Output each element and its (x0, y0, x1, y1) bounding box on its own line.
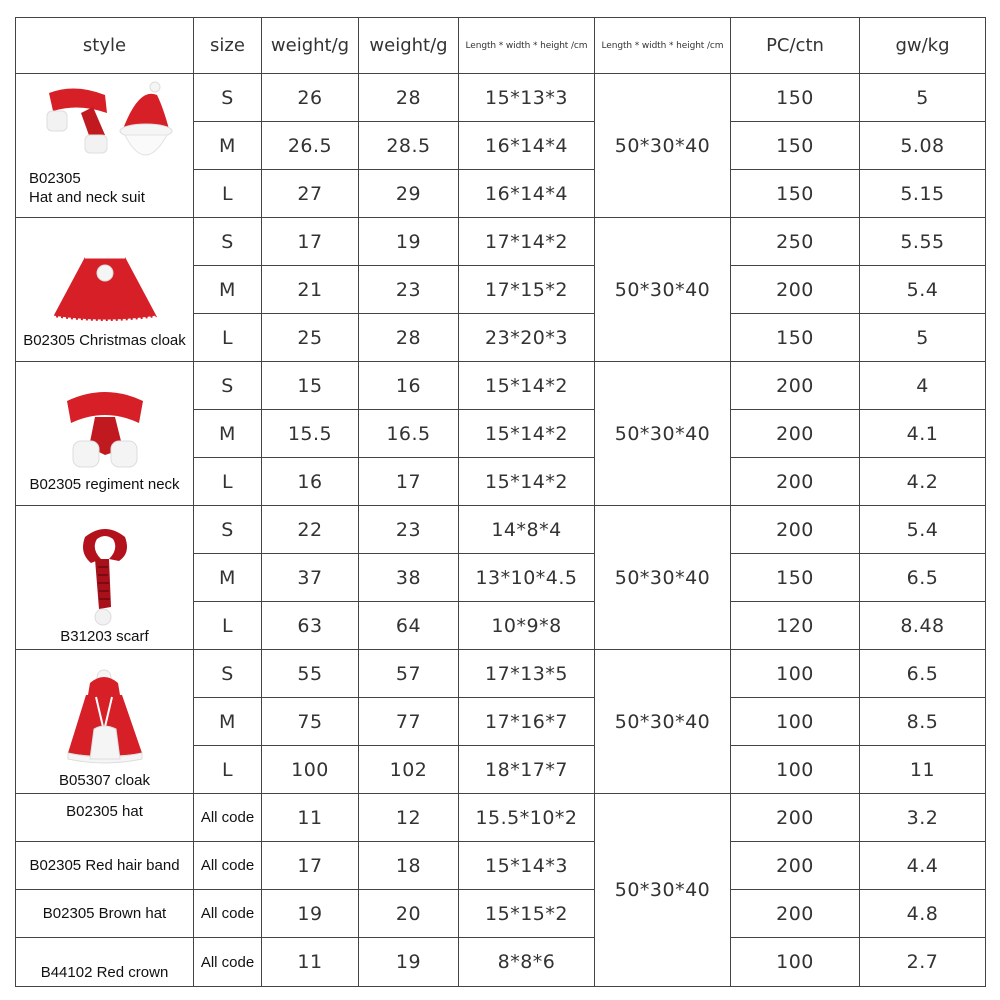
pcs-cell: 150 (731, 554, 860, 602)
gw-cell: 5.08 (860, 122, 986, 170)
size-cell: L (194, 314, 262, 362)
header-carton-dimensions: Length * width * height /cm (595, 18, 731, 74)
product-name: B02305 Christmas cloak (23, 332, 186, 349)
hooded-cloak-icon (60, 667, 150, 771)
gw-cell: 3.2 (860, 794, 986, 842)
gross-weight-cell: 23 (359, 506, 459, 554)
size-cell: M (194, 698, 262, 746)
knit-scarf-icon (65, 523, 145, 627)
header-item-dimensions: Length * width * height /cm (459, 18, 595, 74)
gross-weight-cell: 28.5 (359, 122, 459, 170)
net-weight-cell: 17 (262, 842, 359, 890)
gross-weight-cell: 18 (359, 842, 459, 890)
neck-scarf-icon (55, 383, 155, 475)
pcs-cell: 200 (731, 266, 860, 314)
carton-dims-cell: 50*30*40 (595, 506, 731, 650)
gw-cell: 4 (860, 362, 986, 410)
item-dims-cell: 17*14*2 (459, 218, 595, 266)
table-row (16, 218, 986, 266)
size-cell: All code (194, 842, 262, 890)
gw-cell: 2.7 (860, 938, 986, 987)
size-cell: S (194, 650, 262, 698)
gross-weight-cell: 12 (359, 794, 459, 842)
pcs-cell: 100 (731, 698, 860, 746)
product-style-cell (16, 794, 194, 842)
size-cell: M (194, 554, 262, 602)
header-pcs-per-carton: PC/ctn (731, 18, 860, 74)
net-weight-cell: 21 (262, 266, 359, 314)
product-style-cell (16, 938, 194, 987)
product-style-cell (16, 74, 194, 218)
gw-cell: 8.5 (860, 698, 986, 746)
size-cell: S (194, 506, 262, 554)
hat-and-scarf-icon (35, 77, 175, 169)
net-weight-cell: 15.5 (262, 410, 359, 458)
size-cell: L (194, 602, 262, 650)
christmas-cloak-icon (45, 243, 165, 331)
product-name: B05307 cloak (59, 772, 150, 789)
pcs-cell: 200 (731, 506, 860, 554)
carton-dims-cell: 50*30*40 (595, 74, 731, 218)
product-style-cell (16, 842, 194, 890)
net-weight-cell: 26.5 (262, 122, 359, 170)
size-cell: All code (194, 938, 262, 987)
gw-cell: 11 (860, 746, 986, 794)
pcs-cell: 200 (731, 890, 860, 938)
gw-cell: 5.4 (860, 266, 986, 314)
table-row (16, 794, 986, 842)
net-weight-cell: 16 (262, 458, 359, 506)
item-dims-cell: 15*15*2 (459, 890, 595, 938)
table-row (16, 506, 986, 554)
size-cell: L (194, 458, 262, 506)
gross-weight-cell: 29 (359, 170, 459, 218)
carton-dims-cell: 50*30*40 (595, 794, 731, 987)
table-row (16, 938, 986, 987)
product-name: B02305 regiment neck (29, 476, 180, 493)
product-name: Hat and neck suit (29, 189, 145, 206)
size-cell: All code (194, 794, 262, 842)
header-gross-weight-kg: gw/kg (860, 18, 986, 74)
gross-weight-cell: 28 (359, 74, 459, 122)
item-dims-cell: 15*14*2 (459, 362, 595, 410)
carton-dims-cell: 50*30*40 (595, 362, 731, 506)
gross-weight-cell: 19 (359, 938, 459, 987)
pcs-cell: 200 (731, 362, 860, 410)
gw-cell: 4.4 (860, 842, 986, 890)
product-name: B02305 hat (66, 803, 143, 820)
product-spec-table (15, 17, 986, 987)
net-weight-cell: 11 (262, 938, 359, 987)
item-dims-cell: 10*9*8 (459, 602, 595, 650)
product-name: B02305 Red hair band (29, 857, 180, 874)
net-weight-cell: 75 (262, 698, 359, 746)
net-weight-cell: 37 (262, 554, 359, 602)
net-weight-cell: 63 (262, 602, 359, 650)
spec-sheet (15, 17, 985, 987)
net-weight-cell: 19 (262, 890, 359, 938)
size-cell: All code (194, 890, 262, 938)
header-row (16, 18, 986, 74)
gw-cell: 5.4 (860, 506, 986, 554)
header-style: style (16, 18, 194, 74)
net-weight-cell: 55 (262, 650, 359, 698)
item-dims-cell: 16*14*4 (459, 122, 595, 170)
gw-cell: 4.8 (860, 890, 986, 938)
item-dims-cell: 15*13*3 (459, 74, 595, 122)
gross-weight-cell: 102 (359, 746, 459, 794)
product-style-cell (16, 506, 194, 650)
net-weight-cell: 17 (262, 218, 359, 266)
gw-cell: 4.1 (860, 410, 986, 458)
table-row (16, 890, 986, 938)
size-cell: S (194, 74, 262, 122)
pcs-cell: 100 (731, 746, 860, 794)
gross-weight-cell: 20 (359, 890, 459, 938)
carton-dims-cell: 50*30*40 (595, 218, 731, 362)
pcs-cell: 100 (731, 650, 860, 698)
size-cell: L (194, 746, 262, 794)
table-row (16, 650, 986, 698)
gw-cell: 5 (860, 74, 986, 122)
item-dims-cell: 15.5*10*2 (459, 794, 595, 842)
gw-cell: 8.48 (860, 602, 986, 650)
gross-weight-cell: 16.5 (359, 410, 459, 458)
net-weight-cell: 11 (262, 794, 359, 842)
item-dims-cell: 8*8*6 (459, 938, 595, 987)
pcs-cell: 200 (731, 842, 860, 890)
item-dims-cell: 16*14*4 (459, 170, 595, 218)
pcs-cell: 250 (731, 218, 860, 266)
size-cell: M (194, 266, 262, 314)
header-size: size (194, 18, 262, 74)
item-dims-cell: 15*14*2 (459, 458, 595, 506)
gw-cell: 6.5 (860, 554, 986, 602)
pcs-cell: 200 (731, 410, 860, 458)
gw-cell: 6.5 (860, 650, 986, 698)
gross-weight-cell: 28 (359, 314, 459, 362)
size-cell: L (194, 170, 262, 218)
net-weight-cell: 100 (262, 746, 359, 794)
item-dims-cell: 15*14*2 (459, 410, 595, 458)
gross-weight-cell: 17 (359, 458, 459, 506)
product-name: B31203 scarf (60, 628, 149, 645)
net-weight-cell: 25 (262, 314, 359, 362)
item-dims-cell: 13*10*4.5 (459, 554, 595, 602)
carton-dims-cell: 50*30*40 (595, 650, 731, 794)
product-style-cell (16, 362, 194, 506)
item-dims-cell: 17*15*2 (459, 266, 595, 314)
item-dims-cell: 14*8*4 (459, 506, 595, 554)
product-style-cell (16, 890, 194, 938)
gross-weight-cell: 16 (359, 362, 459, 410)
pcs-cell: 150 (731, 314, 860, 362)
size-cell: S (194, 218, 262, 266)
pcs-cell: 100 (731, 938, 860, 987)
item-dims-cell: 23*20*3 (459, 314, 595, 362)
header-gross-weight: weight/g (359, 18, 459, 74)
net-weight-cell: 15 (262, 362, 359, 410)
item-dims-cell: 17*13*5 (459, 650, 595, 698)
product-code: B02305 (29, 170, 81, 187)
pcs-cell: 150 (731, 170, 860, 218)
pcs-cell: 150 (731, 122, 860, 170)
gross-weight-cell: 38 (359, 554, 459, 602)
gross-weight-cell: 19 (359, 218, 459, 266)
table-row (16, 842, 986, 890)
item-dims-cell: 18*17*7 (459, 746, 595, 794)
size-cell: S (194, 362, 262, 410)
size-cell: M (194, 122, 262, 170)
item-dims-cell: 15*14*3 (459, 842, 595, 890)
gross-weight-cell: 57 (359, 650, 459, 698)
gw-cell: 4.2 (860, 458, 986, 506)
product-style-cell (16, 218, 194, 362)
pcs-cell: 200 (731, 458, 860, 506)
product-name: B44102 Red crown (40, 964, 169, 981)
header-net-weight: weight/g (262, 18, 359, 74)
product-name: B02305 Brown hat (42, 905, 167, 922)
item-dims-cell: 17*16*7 (459, 698, 595, 746)
net-weight-cell: 22 (262, 506, 359, 554)
gw-cell: 5.55 (860, 218, 986, 266)
gross-weight-cell: 23 (359, 266, 459, 314)
pcs-cell: 200 (731, 794, 860, 842)
table-row (16, 362, 986, 410)
pcs-cell: 120 (731, 602, 860, 650)
gross-weight-cell: 77 (359, 698, 459, 746)
size-cell: M (194, 410, 262, 458)
gw-cell: 5 (860, 314, 986, 362)
net-weight-cell: 27 (262, 170, 359, 218)
gw-cell: 5.15 (860, 170, 986, 218)
gross-weight-cell: 64 (359, 602, 459, 650)
pcs-cell: 150 (731, 74, 860, 122)
product-style-cell (16, 650, 194, 794)
net-weight-cell: 26 (262, 74, 359, 122)
table-row (16, 74, 986, 122)
